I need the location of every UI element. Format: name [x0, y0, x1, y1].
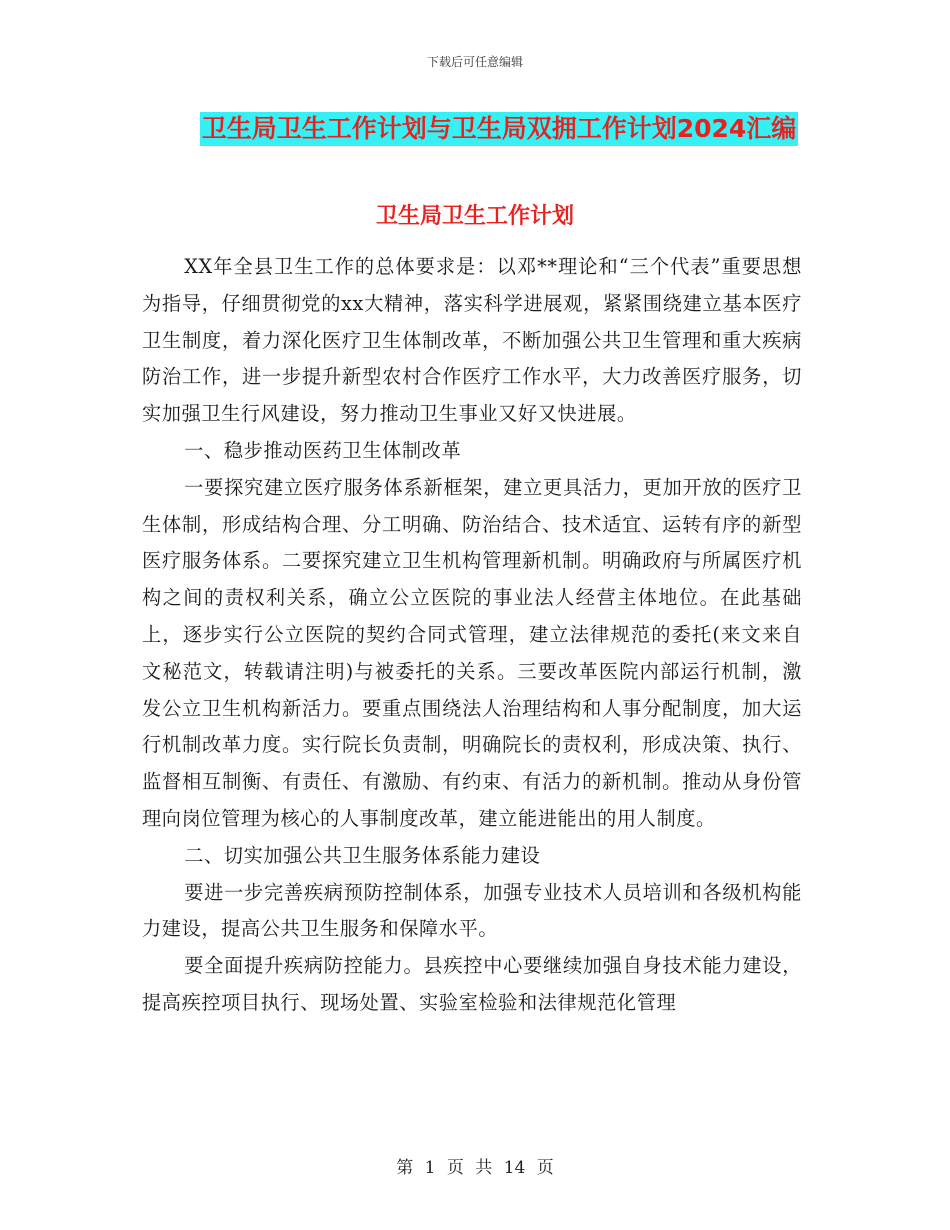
document-body [142, 249, 802, 1022]
page-footer: 第 1 页 共 14 页 [396, 1158, 554, 1178]
header-note: 下载后可任意编辑 [426, 55, 523, 69]
main-title-container [0, 112, 950, 146]
paragraph-intro: XX年全县卫生工作的总体要求是：以邓**理论和“三个代表”重要思想为指导，仔细贯彻党的xx大精神，落实科学进展观，紧紧围绕建立基本医疗卫生制度，着力深化医疗卫生体制改革，不断加强公共卫生管理和重大疾病防治工作，进一步提升新型农村合作医疗工作水平，大力改善医疗服务，切实加强卫生行风建设，努力推动卫生事业又好又快进展。 [142, 255, 802, 426]
paragraph-section-1: 一要探究建立医疗服务体系新框架，建立更具活力，更加开放的医疗卫生体制，形成结构合理、分工明确、防治结合、技术适宜、运转有序的新型医疗服务体系。二要探究建立卫生机构管理新机制。明确政府与所属医疗机构之间的责权利关系，确立公立医院的事业法人经营主体地位。在此基础上，逐步实行公立医院的契约合同式管理，建立法律规范的委托(来文来自文秘范文，转载请注明)与被委托的关系。三要改革医院内部运行机制，激发公立卫生机构新活力。要重点围绕法人治理结构和人事分配制度，加大运行机制改革力度。实行院长负责制，明确院长的责权利，形成决策、执行、监督相互制衡、有责任、有激励、有约束、有活力的新机制。推动从身份管理向岗位管理为核心的人事制度改革，建立能进能出的用人制度。 [142, 475, 802, 830]
main-title: 卫生局卫生工作计划与卫生局双拥工作计划2024汇编 [200, 112, 799, 146]
paragraph-section-2a: 要进一步完善疾病预防控制体系，加强专业技术人员培训和各级机构能力建设，提高公共卫生服务和保障水平。 [142, 880, 802, 941]
heading-section-1: 一、稳步推动医药卫生体制改革 [184, 438, 462, 462]
section-title: 卫生局卫生工作计划 [375, 204, 574, 229]
heading-section-2: 二、切实加强公共卫生服务体系能力建设 [184, 843, 541, 867]
paragraph-section-2b: 要全面提升疾病防控能力。县疾控中心要继续加强自身技术能力建设，提高疾控项目执行、现场处置、实验室检验和法律规范化管理 [142, 954, 802, 1014]
